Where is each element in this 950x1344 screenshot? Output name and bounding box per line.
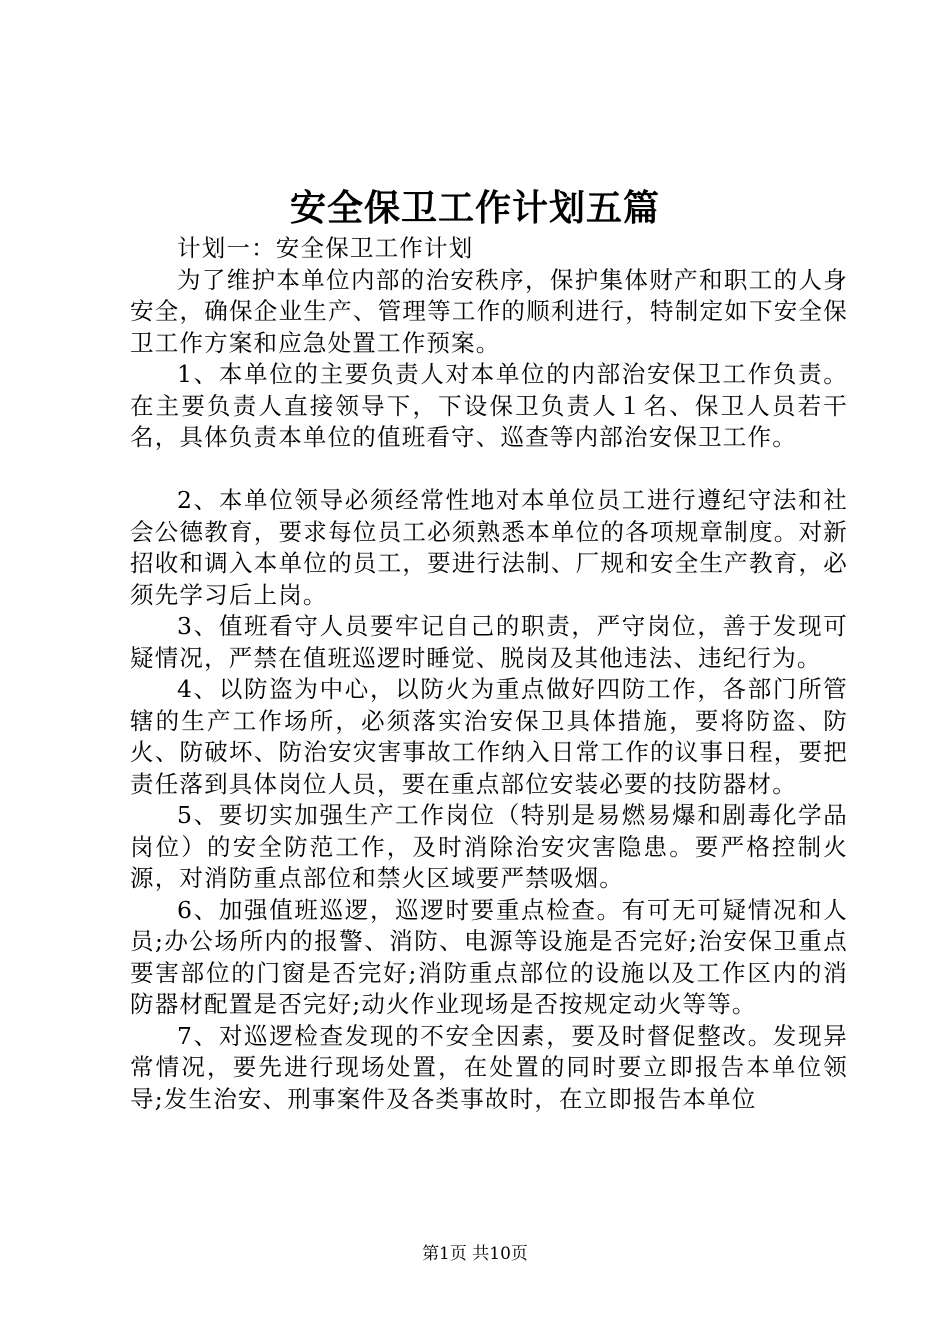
item-1-paragraph: 1、本单位的主要负责人对本单位的内部治安保卫工作负责。在主要负责人直接领导下，下设保卫负责人１名、保卫人员若干名，具体负责本单位的值班看守、巡查等内部治安保卫工作。 [130, 360, 848, 451]
item-5-paragraph: 5、要切实加强生产工作岗位（特别是易燃易爆和剧毒化学品岗位）的安全防范工作，及时消除治安灾害隐患。要严格控制火源，对消防重点部位和禁火区域要严禁吸烟。 [130, 801, 848, 892]
item-2-paragraph: 2、本单位领导必须经常性地对本单位员工进行遵纪守法和社会公德教育，要求每位员工必须熟悉本单位的各项规章制度。对新招收和调入本单位的员工，要进行法制、厂规和安全生产教育，必须先学习后上岗。 [130, 486, 848, 609]
plan-heading: 计划一：安全保卫工作计划 [177, 234, 474, 262]
item-7-paragraph: 7、对巡逻检查发现的不安全因素，要及时督促整改。发现异常情况，要先进行现场处置，在处置的同时要立即报告本单位领导;发生治安、刑事案件及各类事故时，在立即报告本单位 [130, 1021, 848, 1113]
item-4-paragraph: 4、以防盗为中心，以防火为重点做好四防工作，各部门所管辖的生产工作场所，必须落实治安保卫具体措施，要将防盗、防火、防破坏、防治安灾害事故工作纳入日常工作的议事日程，要把责任落到具体岗位人员，要在重点部位安装必要的技防器材。 [130, 675, 848, 798]
item-6-paragraph: 6、加强值班巡逻，巡逻时要重点检查。有可无可疑情况和人员;办公场所内的报警、消防、电源等设施是否完好;治安保卫重点要害部位的门窗是否完好;消防重点部位的设施以及工作区内的消防器材配置是否完好;动火作业现场是否按规定动火等等。 [130, 895, 848, 1018]
blank-line [130, 454, 848, 486]
document-title: 安全保卫工作计划五篇 [289, 187, 660, 229]
item-3-paragraph: 3、值班看守人员要牢记自己的职责，严守岗位，善于发现可疑情况，严禁在值班巡逻时睡觉、脱岗及其他违法、违纪行为。 [130, 612, 848, 672]
document-body [130, 233, 848, 1115]
intro-paragraph: 为了维护本单位内部的治安秩序，保护集体财产和职工的人身安全，确保企业生产、管理等工作的顺利进行，特制定如下安全保卫工作方案和应急处置工作预案。 [130, 265, 848, 357]
page-footer: 第1页 共10页 [422, 1244, 528, 1264]
